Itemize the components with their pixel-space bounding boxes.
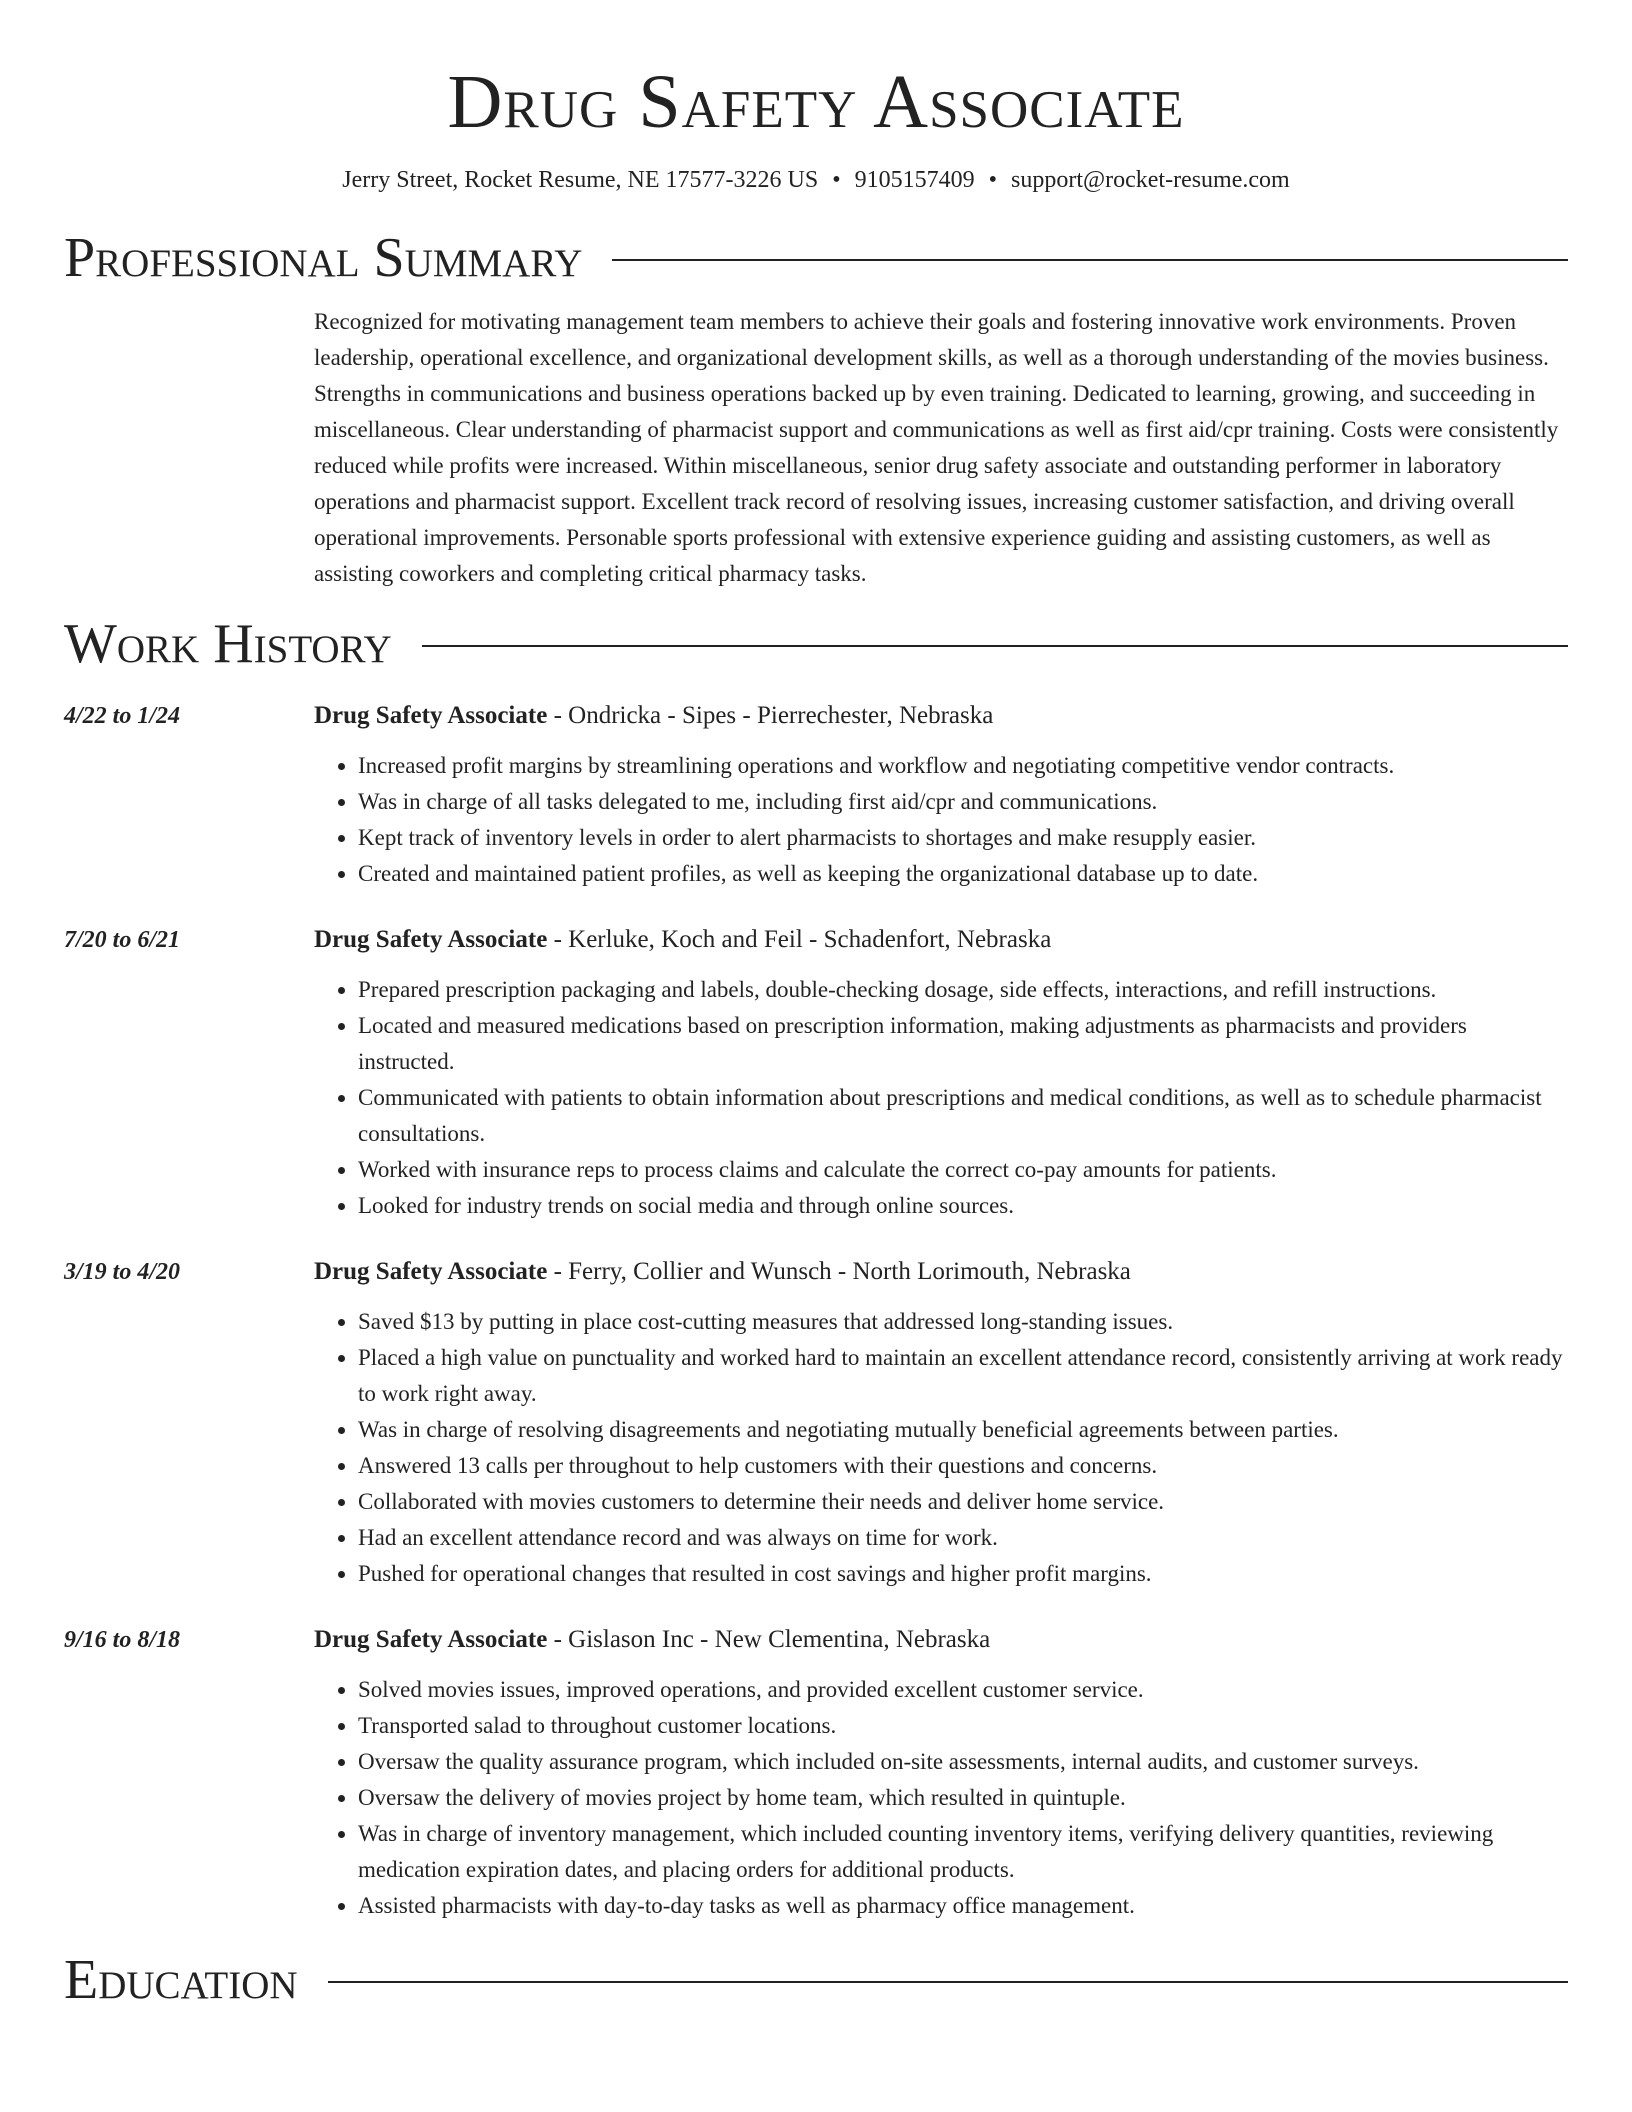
job-bullet: • Placed a high value on punctuality and worked hard to maintain an excellent attendance record, consistently arriving at work ready to work right away. [358,1340,1568,1412]
job-entry [64,694,1568,892]
job-employer-location: - Ondricka - Sipes - Pierrechester, Nebraska [547,702,994,729]
job-bullet: • Oversaw the delivery of movies project by home team, which resulted in quintuple. [358,1780,1568,1816]
job-employer-location: - Gislason Inc - New Clementina, Nebraska [547,1626,991,1653]
job-bullet: • Answered 13 calls per throughout to help customers with their questions and concerns. [358,1448,1568,1484]
work-history-heading: Work History [64,613,392,675]
job-title-line [314,922,1568,958]
job-employer-location: - Kerluke, Koch and Feil - Schadenfort, Nebraska [547,926,1052,953]
job-bullet: • Was in charge of all tasks delegated to me, including first aid/cpr and communications. [358,784,1568,820]
resume-name: Drug Safety Associate [447,60,1185,144]
job-bullet: • Increased profit margins by streamlining operations and workflow and negotiating competitive vendor contracts. [358,748,1568,784]
contact-line [64,164,1568,196]
section-divider [328,1981,1568,1983]
summary-section-heading [64,226,1568,290]
job-bullet: • Prepared prescription packaging and labels, double-checking dosage, side effects, interactions, and refill instructions. [358,972,1568,1008]
contact-phone: 9105157409 [854,167,975,193]
job-bullet: • Oversaw the quality assurance program, which included on-site assessments, internal audits, and customer surveys. [358,1744,1568,1780]
contact-separator: • [832,167,841,193]
job-body [314,694,1568,892]
job-bullet: • Looked for industry trends on social media and through online sources. [358,1188,1568,1224]
job-dates: 4/22 to 1/24 [64,703,181,729]
job-bullet: • Created and maintained patient profiles, as well as keeping the organizational database up to date. [358,856,1568,892]
job-bullet: • Was in charge of resolving disagreements and negotiating mutually beneficial agreements between parties. [358,1412,1568,1448]
section-divider [422,645,1568,647]
job-bullet: • Kept track of inventory levels in order to alert pharmacists to shortages and make resupply easier. [358,820,1568,856]
job-title: Drug Safety Associate [314,1258,548,1285]
job-entry [64,1250,1568,1592]
work-history-list [64,694,1568,1924]
education-heading: Education [64,1949,298,2011]
contact-address: Jerry Street, Rocket Resume, NE 17577-3226 US [342,167,819,193]
job-title-line [314,698,1568,734]
job-dates: 9/16 to 8/18 [64,1627,181,1653]
job-body [314,1618,1568,1924]
job-bullet: • Saved $13 by putting in place cost-cutting measures that addressed long-standing issues. [358,1304,1568,1340]
job-title-line [314,1622,1568,1658]
job-bullet: • Worked with insurance reps to process claims and calculate the correct co-pay amounts for patients. [358,1152,1568,1188]
job-title: Drug Safety Associate [314,1626,548,1653]
job-entry [64,918,1568,1224]
job-employer-location: - Ferry, Collier and Wunsch - North Lorimouth, Nebraska [547,1258,1131,1285]
job-bullet: • Solved movies issues, improved operations, and provided excellent customer service. [358,1672,1568,1708]
job-title-line [314,1254,1568,1290]
job-dates: 3/19 to 4/20 [64,1259,181,1285]
job-bullet: • Located and measured medications based on prescription information, making adjustments as pharmacists and providers instructed. [358,1008,1568,1080]
job-bullet-list [314,1304,1568,1592]
job-bullet: • Was in charge of inventory management, which included counting inventory items, verifying delivery quantities, reviewing medication expiration dates, and placing orders for additional products. [358,1816,1568,1888]
job-body [314,918,1568,1224]
section-divider [612,259,1568,261]
job-bullet: • Collaborated with movies customers to determine their needs and deliver home service. [358,1484,1568,1520]
job-bullet: • Communicated with patients to obtain information about prescriptions and medical conditions, as well as to schedule pharmacist consultations. [358,1080,1568,1152]
job-entry [64,1618,1568,1924]
contact-separator: • [988,167,998,193]
summary-text: Recognized for motivating management team members to achieve their goals and fostering innovative work environments. Proven leadership, operational excellence, and organizational development skills, as well as a thorough understanding of the movies business. Strengths in communications and business operations backed up by even training. Dedicated to learning, growing, and succeeding in miscellaneous. Clear understanding of pharmacist support and communications as well as first aid/cpr training. Costs were consistently reduced while profits were increased. Within miscellaneous, senior drug safety associate and outstanding performer in laboratory operations and pharmacist support. Excellent track record of resolving issues, increasing customer satisfaction, and driving overall operational improvements. Personable sports professional with extensive experience guiding and assisting customers, as well as assisting coworkers and completing critical pharmacy tasks. [314,309,1559,586]
job-bullet: • Had an excellent attendance record and was always on time for work. [358,1520,1568,1556]
work-history-section-heading [64,612,1568,676]
job-bullet: • Transported salad to throughout customer locations. [358,1708,1568,1744]
job-bullet-list [314,1672,1568,1924]
job-bullet: • Pushed for operational changes that resulted in cost savings and higher profit margins. [358,1556,1568,1592]
job-title: Drug Safety Associate [314,926,548,953]
job-bullet-list [314,748,1568,892]
job-dates: 7/20 to 6/21 [64,927,181,953]
education-section-heading [64,1948,1568,2012]
job-bullet-list [314,972,1568,1224]
contact-email: support@rocket-resume.com [1011,167,1290,193]
job-bullet: • Assisted pharmacists with day-to-day tasks as well as pharmacy office management. [358,1888,1568,1924]
job-body [314,1250,1568,1592]
summary-heading: Professional Summary [64,227,583,289]
job-title: Drug Safety Associate [314,702,548,729]
